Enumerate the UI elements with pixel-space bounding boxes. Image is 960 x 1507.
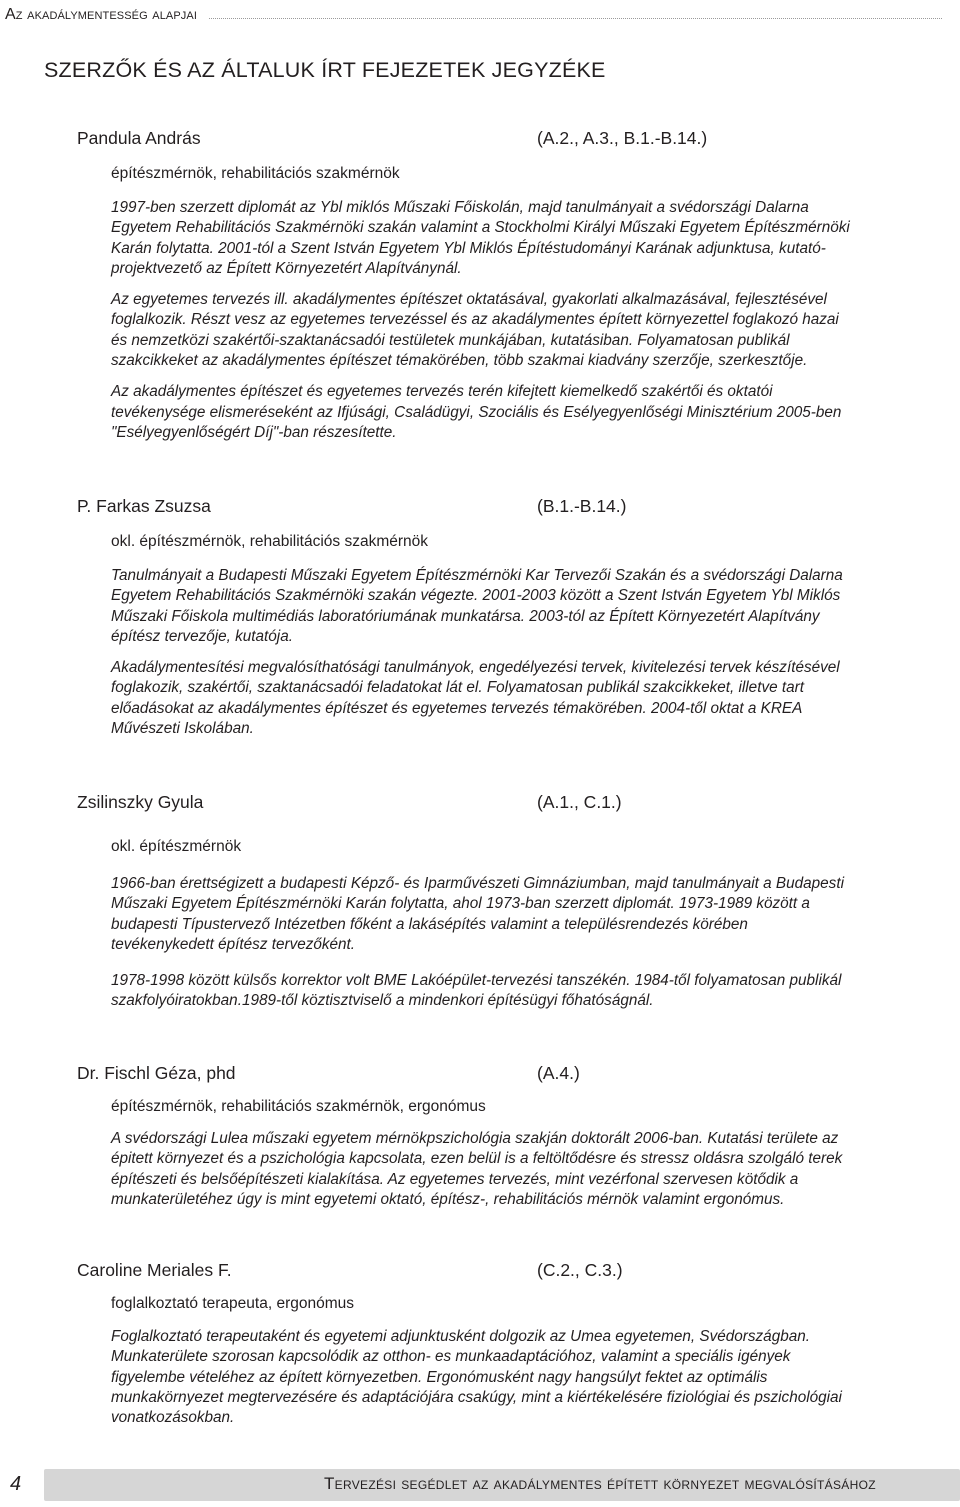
author-name: P. Farkas Zsuzsa [77,496,211,516]
author-name: Caroline Meriales F. [77,1260,232,1280]
author-role: okl. építészmérnök, rehabilitációs szakmérnök [111,533,429,550]
bio-paragraph: 1997-ben szerzett diplomát az Ybl miklós Műszaki Főiskolán, majd tanulmányait a svédországi Dalarna Egyetem Rehabilitációs Szakmérnöki szakán valamint a Stockholmi Királyi Műszaki Egyetem Építészmérnöki Karán folytatta. 2001-tól a Szent István Egyetem Ybl Miklós Építéstudományi Karának adjunktusa, kutató- projektvezető az Épített Környezetért Alapítványnál. [111,199,850,277]
author-chapters: (A.1., C.1.) [537,792,622,812]
author-chapters: (A.4.) [537,1063,580,1083]
author-role: okl. építészmérnök [111,838,242,855]
bio-paragraph: Az egyetemes tervezés ill. akadálymentes építészet oktatásával, gyakorlati alkalmazásával, fejlesztésével foglalkozik. Részt vesz az egyetemes tervezéssel és az akadálymentes épített környezettel foglakozó hazai és nemzetközi szakértői-szaktanácsadói testületek munkájában, kutatásiban. Folyamatosan publikál szakcikkeket az akadálymentes építészet témakörében, több szakmai kiadvány szerzője, szerkesztője. [111,291,839,370]
running-head [5,2,942,24]
page-footer [0,1469,960,1507]
author-name: Zsilinszky Gyula [77,792,204,812]
author-bio [111,198,957,454]
author-bio [111,566,957,750]
author-name: Pandula András [77,128,201,148]
page-title: SZERZŐK ÉS AZ ÁLTALUK ÍRT FEJEZETEK JEGYZÉKE [44,58,606,82]
bio-paragraph: 1966-ban érettségizett a budapesti Képző- és Iparművészeti Gimnáziumban, majd tanulmányait a Budapesti Műszaki Egyetem Építészmérnöki Karán folytatta, ahol 1973-ban szerzett diplomát. 1973-1989 között a budapesti Típustervező Intézetben főként a lakásépítés valamint a településrendezés körében tevékenykedett építész tervezőként. [111,875,844,953]
running-title: Az akadálymentesség alapjai [5,6,197,23]
author-role: foglalkoztató terapeuta, ergonómus [111,1295,354,1312]
page-number: 4 [10,1473,22,1495]
running-head-rule [209,18,942,19]
author-bio [111,874,957,1023]
bio-paragraph: Az akadálymentes építészet és egyetemes tervezés terén kifejtett kiemelkedő szakértői és oktatói tevékenysége elismeréseként az Ifjúsági, Családügyi, Szociális és Esélyegyenlőségi Minisztérium 2005-ben "Esélyegyenlőségért Díj"-ban részesítette. [111,383,842,441]
author-chapters: (A.2., A.3., B.1.-B.14.) [537,128,708,148]
author-role: építészmérnök, rehabilitációs szakmérnök [111,165,400,182]
bio-paragraph: Akadálymentesítési megvalósíthatósági tanulmányok, engedélyezési tervek, kivitelezési tervek készítésével foglakozik, szakértői, szaktanácsadói feladatokat lát el. Folyamatosan publikál szakcikkeket, illetve tart előadásokat az akadálymentes építészet és egyetemes tervezés témakörében. 2004-től oktat a KREA Művészeti Iskolában. [111,659,840,738]
bio-paragraph: Tanulmányait a Budapesti Műszaki Egyetem Építészmérnöki Kar Tervezői Szakán és a svédországi Dalarna Egyetem Rehabilitációs Szakmérnöki szakán végezte. 2001-2003 között a Szent István Egyetem Ybl Miklós Műszaki Főiskola multimédiás laboratóriumának munkatársa. 2003-tól az Épített Környezetért Alapítvány építész tervezője, kutatója. [111,567,843,645]
footer-title: Tervezési segédlet az akadálymentes épített környezet megvalósításához [324,1474,876,1493]
author-name: Dr. Fischl Géza, phd [77,1063,236,1083]
bio-paragraph: Foglalkoztató terapeutaként és egyetemi adjunktusként dolgozik az Umea egyetemen, Svédországban. Munkaterülete szorosan kapcsolódik az otthon- es munkaadaptációhoz, valamint a speciális igények figyelembe vételéhez az épített környezetben. Ergonómusként nagy hangsúlyt fektet az optimális munkakörnyezet megtervezésére és adaptációjára csakúgy, mint a kiértékelésére fiziológiai és pszichológiai vonatkozásokban. [111,1328,842,1427]
author-bio [111,1129,957,1221]
bio-paragraph: A svédországi Lulea műszaki egyetem mérnökpszichológia szakján doktorált 2006-ban. Kutatási területe az épitett környezet és a pszichológia kapcsolata, ezen belül is a feltöltődésre és stressz oldásra szolgáló terek építészeti és belsőépítészeti kialakítása. Az egyetemes tervezés, mint vezérfonal szervesen kötődik a munkaterületéhez úgy is mint egyetemi oktató, építész-, rehabilitációs mérnök valamint ergonómus. [111,1130,843,1208]
author-bio [111,1327,957,1439]
author-chapters: (C.2., C.3.) [537,1260,623,1280]
bio-paragraph: 1978-1998 között külsős korrektor volt BME Lakóépület-tervezési tanszékén. 1984-től folyamatosan publikál szakfolyóiratokban.1989-től köztisztviselő a mindenkori építésügyi főhatóságnál. [111,972,842,1010]
author-role: építészmérnök, rehabilitációs szakmérnök, ergonómus [111,1098,486,1115]
author-chapters: (B.1.-B.14.) [537,496,627,516]
